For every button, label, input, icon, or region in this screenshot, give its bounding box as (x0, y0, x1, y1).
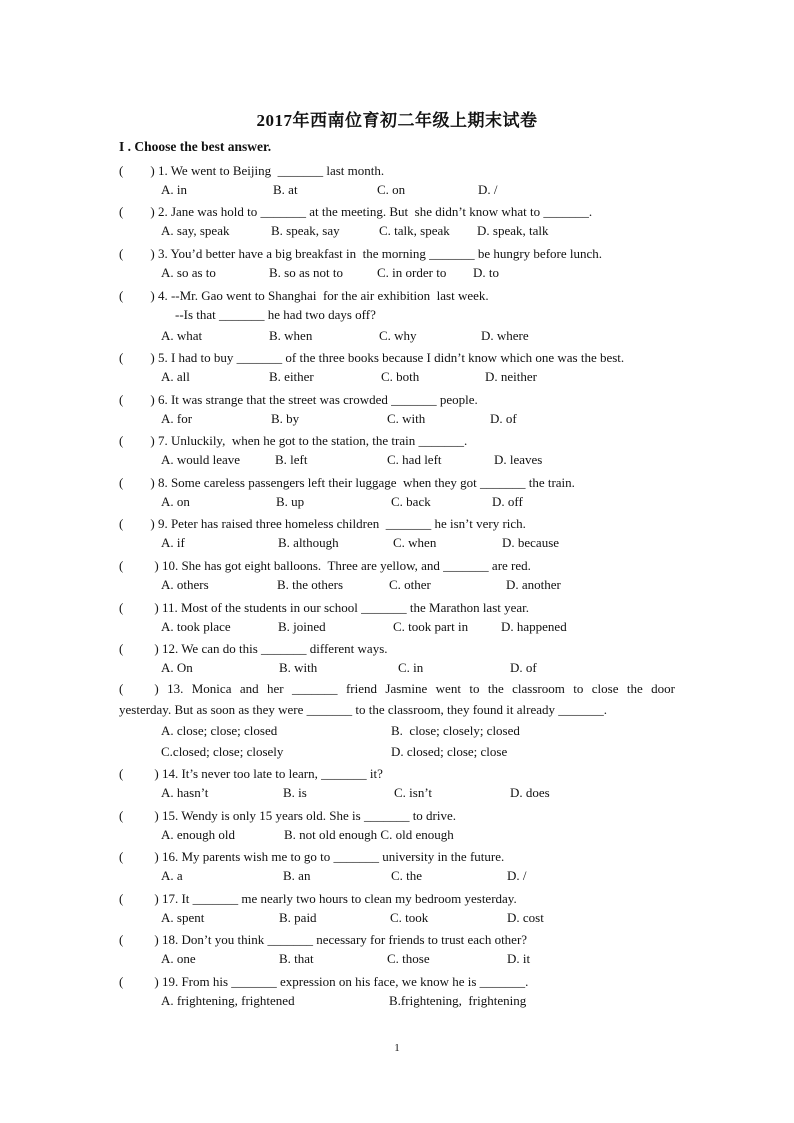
question-number: 7. (154, 433, 171, 448)
answer-paren: ( (119, 681, 124, 696)
options-row (161, 723, 681, 743)
answer-option[interactable]: D. speak, talk (477, 223, 549, 238)
answer-option[interactable]: D. another (506, 577, 561, 592)
question-text: She has got eight balloons. Three are yellow, and _______ are red. (181, 558, 531, 573)
answer-option[interactable]: B. that (279, 951, 314, 966)
question-text: From his _______ expression on his face, we know he is _______. (181, 974, 529, 989)
answer-paren-close: ) (150, 516, 155, 531)
options-row (161, 744, 681, 764)
answer-paren: ( (119, 433, 124, 448)
answer-paren-close: ) (154, 681, 159, 696)
options-row (161, 993, 681, 1013)
answer-paren-close: ) (154, 849, 159, 864)
question-text: --Mr. Gao went to Shanghai for the air exhibition last week. (170, 288, 489, 303)
answer-option[interactable]: D. to (473, 265, 499, 280)
options-row (161, 535, 681, 555)
question-stem (119, 889, 679, 910)
answer-option[interactable]: A. so as to (161, 265, 216, 280)
question-stem (119, 473, 679, 494)
page-title: 2017年西南位育初二年级上期末试卷 (256, 111, 538, 130)
question-stem (119, 930, 679, 951)
options-row (161, 494, 681, 514)
question-stem (119, 431, 679, 452)
answer-paren: ( (119, 516, 124, 531)
answer-option[interactable]: B. joined (278, 619, 326, 634)
question-number: 2. (154, 204, 171, 219)
options-row (161, 660, 681, 680)
options-row (161, 411, 681, 431)
answer-paren: ( (119, 849, 124, 864)
answer-option[interactable]: A. what (161, 328, 203, 343)
answer-paren: ( (119, 288, 124, 303)
answer-option[interactable]: B. left (275, 452, 308, 467)
answer-option[interactable]: C. took part in (393, 619, 469, 634)
answer-option[interactable]: B. up (276, 494, 305, 509)
answer-option[interactable]: A. a (161, 868, 183, 883)
answer-paren-close: ) (154, 932, 159, 947)
question-number: 5. (154, 350, 171, 365)
question-text: Peter has raised three homeless children _______ he isn’t very rich. (170, 516, 526, 531)
answer-paren-close: ) (154, 600, 159, 615)
answer-option[interactable]: D. it (507, 951, 531, 966)
question-number: 18. (158, 932, 182, 947)
question-text: I had to buy _______ of the three books because I didn’t know which one was the best. (170, 350, 625, 365)
answer-option[interactable]: B. close; closely; closed (391, 723, 520, 738)
answer-option[interactable]: C. on (377, 182, 406, 197)
answer-option[interactable]: B. speak, say (271, 223, 340, 238)
question-text: Monica and her _______ friend Jasmine went to the classroom to close the door (191, 681, 676, 696)
answer-option[interactable]: A. in (161, 182, 187, 197)
options-row (161, 452, 681, 472)
answer-option[interactable]: D. where (481, 328, 529, 343)
question-number: 19. (158, 974, 182, 989)
question-stem (119, 598, 679, 619)
answer-paren-close: ) (150, 392, 155, 407)
answer-paren: ( (119, 600, 124, 615)
answer-option[interactable]: C. those (387, 951, 430, 966)
answer-option[interactable]: D. off (492, 494, 523, 509)
answer-option[interactable]: D. / (507, 868, 527, 883)
question-number: 13. (158, 681, 192, 696)
question-number: 17. (158, 891, 182, 906)
question-number: 3. (154, 246, 171, 261)
answer-option[interactable]: B. not old enough C. old enough (284, 827, 454, 842)
answer-option[interactable]: A. frightening, frightened (161, 993, 295, 1008)
answer-option[interactable]: D. leaves (494, 452, 543, 467)
question-stem (119, 161, 679, 182)
answer-option[interactable]: C. had left (387, 452, 442, 467)
question-text: We went to Beijing _______ last month. (170, 163, 385, 178)
answer-option[interactable]: C. with (387, 411, 426, 426)
answer-paren: ( (119, 891, 124, 906)
options-row (161, 369, 681, 389)
question-number: 11. (158, 600, 181, 615)
answer-option[interactable]: B. is (283, 785, 307, 800)
answer-paren-close: ) (150, 475, 155, 490)
answer-paren: ( (119, 808, 124, 823)
answer-option[interactable]: C. why (379, 328, 417, 343)
question-number: 16. (158, 849, 182, 864)
answer-option[interactable]: C. the (391, 868, 423, 883)
question-text: Some careless passengers left their luggage when they got _______ the train. (170, 475, 575, 490)
answer-paren: ( (119, 350, 124, 365)
question-text: Unluckily, when he got to the station, the train _______. (170, 433, 468, 448)
question-stem (119, 764, 679, 785)
answer-option[interactable]: A. On (161, 660, 193, 675)
answer-option[interactable]: B. with (279, 660, 318, 675)
answer-option[interactable]: A. for (161, 411, 193, 426)
answer-paren: ( (119, 766, 124, 781)
options-row (161, 951, 681, 971)
question-text: It _______ me nearly two hours to clean my bedroom yesterday. (181, 891, 517, 906)
answer-paren-close: ) (150, 246, 155, 261)
answer-option[interactable]: C. in order to (377, 265, 447, 280)
page-number: 1 (394, 1042, 400, 1054)
question-stem (119, 556, 679, 577)
answer-option[interactable]: D. because (502, 535, 560, 550)
question-number: 15. (158, 808, 182, 823)
answer-option[interactable]: B. although (278, 535, 339, 550)
options-row (161, 868, 681, 888)
answer-paren: ( (119, 558, 124, 573)
options-row (161, 785, 681, 805)
answer-paren: ( (119, 641, 124, 656)
answer-option[interactable]: D. does (510, 785, 550, 800)
answer-paren-close: ) (154, 974, 159, 989)
answer-option[interactable]: A. close; close; closed (161, 723, 278, 738)
question-text: It was strange that the street was crowded _______ people. (170, 392, 478, 407)
answer-option[interactable]: A. on (161, 494, 190, 509)
options-row (161, 265, 681, 285)
question-stem (119, 390, 679, 411)
answer-option[interactable]: C. when (393, 535, 437, 550)
answer-paren: ( (119, 392, 124, 407)
question-text: Don’t you think _______ necessary for friends to trust each other? (181, 932, 528, 947)
answer-option[interactable]: C. both (381, 369, 420, 384)
question-stem (119, 286, 679, 307)
question-stem (119, 202, 679, 223)
answer-option[interactable]: C. back (391, 494, 431, 509)
answer-option[interactable]: D. of (510, 660, 537, 675)
answer-paren-close: ) (154, 558, 159, 573)
answer-option[interactable]: B. the others (277, 577, 344, 592)
answer-option[interactable]: B. at (273, 182, 298, 197)
options-row (161, 827, 681, 847)
answer-paren-close: ) (150, 288, 155, 303)
answer-paren: ( (119, 163, 124, 178)
question-text: We can do this _______ different ways. (181, 641, 388, 656)
answer-option[interactable]: C. isn’t (394, 785, 433, 800)
answer-option[interactable]: C. talk, speak (379, 223, 450, 238)
answer-paren-close: ) (154, 891, 159, 906)
answer-option[interactable]: A. would leave (161, 452, 241, 467)
question-number: 9. (154, 516, 171, 531)
question-number: 10. (158, 558, 182, 573)
answer-paren: ( (119, 246, 124, 261)
answer-paren-close: ) (154, 808, 159, 823)
question-stem (119, 847, 679, 868)
answer-option[interactable]: A. enough old (161, 827, 236, 842)
answer-option[interactable]: A. say, speak (161, 223, 230, 238)
answer-option[interactable]: D. cost (507, 910, 544, 925)
answer-paren-close: ) (150, 163, 155, 178)
answer-option[interactable]: D. of (490, 411, 517, 426)
answer-option[interactable]: B.frightening, frightening (389, 993, 527, 1008)
answer-option[interactable]: C. in (398, 660, 424, 675)
answer-option[interactable]: A. spent (161, 910, 205, 925)
answer-paren-close: ) (150, 350, 155, 365)
question-stem (119, 348, 679, 369)
answer-option[interactable]: A. others (161, 577, 209, 592)
answer-paren-close: ) (154, 766, 159, 781)
answer-option[interactable]: B. either (269, 369, 314, 384)
question-text: You’d better have a big breakfast in the morning _______ be hungry before lunch. (170, 246, 603, 261)
question-stem (119, 972, 679, 993)
question-stem (119, 806, 679, 827)
answer-option[interactable]: A. took place (161, 619, 231, 634)
question-subline: --Is that _______ he had two days off? (175, 307, 376, 322)
question-text: Jane was hold to _______ at the meeting. But she didn’t know what to _______. (170, 204, 593, 219)
answer-paren: ( (119, 974, 124, 989)
options-row (161, 577, 681, 597)
question-stem (119, 514, 679, 535)
question-number: 12. (158, 641, 182, 656)
question-continuation: yesterday. But as soon as they were _______ to the classroom, they found it already _______. (119, 702, 607, 717)
answer-option[interactable]: B. paid (279, 910, 317, 925)
question-stem (119, 244, 679, 265)
answer-paren: ( (119, 932, 124, 947)
answer-option[interactable]: A. if (161, 535, 185, 550)
question-number: 4. (154, 288, 171, 303)
section-heading: I . Choose the best answer. (119, 139, 272, 154)
answer-paren-close: ) (150, 433, 155, 448)
question-stem (119, 639, 679, 660)
options-row (161, 910, 681, 930)
question-stem (119, 681, 675, 697)
options-row (161, 619, 681, 639)
question-number: 6. (154, 392, 171, 407)
question-text: My parents wish me to go to _______ university in the future. (181, 849, 505, 864)
question-number: 1. (154, 163, 171, 178)
question-text: Wendy is only 15 years old. She is _______ to drive. (181, 808, 457, 823)
options-row (161, 182, 681, 202)
answer-option[interactable]: B. by (271, 411, 300, 426)
answer-option[interactable]: D. closed; close; close (391, 744, 508, 759)
answer-option[interactable]: D. / (478, 182, 498, 197)
answer-option[interactable]: A. all (161, 369, 190, 384)
answer-paren-close: ) (154, 641, 159, 656)
question-number: 14. (158, 766, 182, 781)
answer-paren: ( (119, 475, 124, 490)
answer-option[interactable]: A. hasn’t (161, 785, 209, 800)
options-row (161, 328, 681, 348)
question-text: It’s never too late to learn, _______ it? (181, 766, 383, 781)
answer-option[interactable]: D. happened (501, 619, 567, 634)
answer-option[interactable]: C.closed; close; closely (161, 744, 284, 759)
answer-option[interactable]: D. neither (485, 369, 537, 384)
answer-option[interactable]: A. one (161, 951, 196, 966)
answer-option[interactable]: B. when (269, 328, 313, 343)
answer-paren: ( (119, 204, 124, 219)
answer-paren-close: ) (150, 204, 155, 219)
question-text: Most of the students in our school _______ the Marathon last year. (180, 600, 530, 615)
answer-option[interactable]: C. took (390, 910, 429, 925)
answer-option[interactable]: C. other (389, 577, 431, 592)
answer-option[interactable]: B. so as not to (269, 265, 344, 280)
question-number: 8. (154, 475, 171, 490)
answer-option[interactable]: B. an (283, 868, 311, 883)
options-row (161, 223, 681, 243)
